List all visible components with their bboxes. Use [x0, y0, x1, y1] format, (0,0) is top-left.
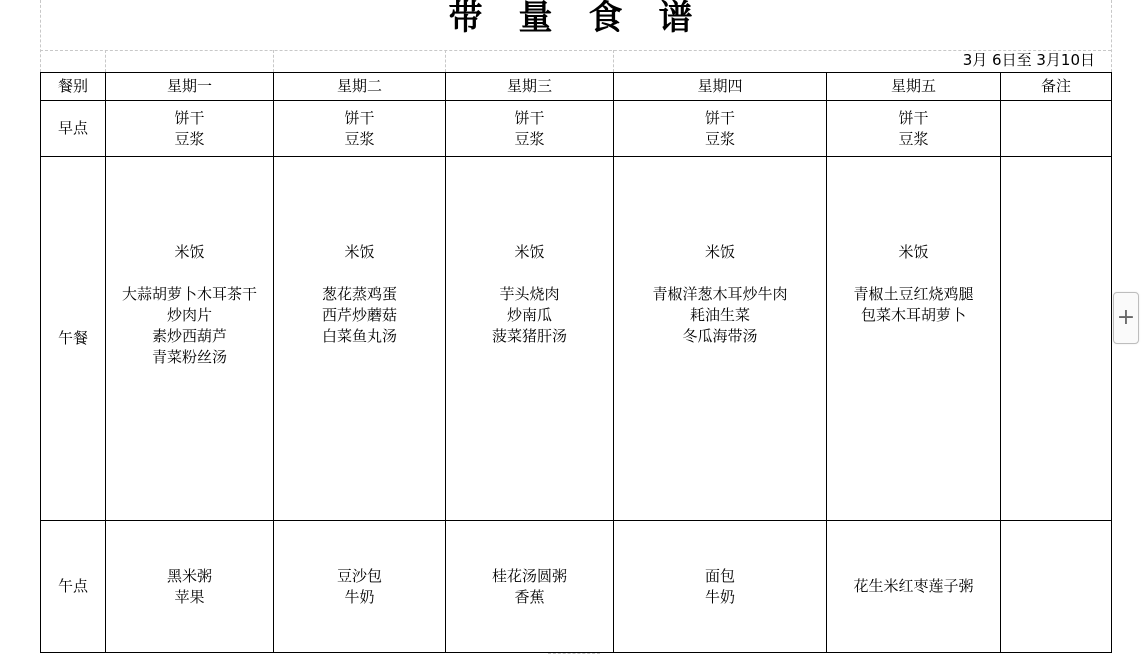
- menu-cell: [827, 521, 1001, 653]
- title-char: 量: [518, 0, 553, 38]
- dish: 香蕉: [514, 587, 545, 606]
- dish: 桂花汤圆粥: [491, 566, 567, 585]
- dish: 豆浆: [344, 129, 375, 148]
- dish: 青椒土豆红烧鸡腿: [853, 285, 974, 303]
- add-button[interactable]: +: [1113, 292, 1139, 344]
- grid-line: [105, 50, 106, 72]
- menu-cell: [446, 521, 614, 653]
- dish: 芋头烧肉: [499, 285, 560, 303]
- dish: 青菜粉丝汤: [151, 348, 227, 366]
- menu-cell: [274, 157, 446, 521]
- dish: 西芹炒蘑菇: [321, 306, 397, 324]
- dish: 豆浆: [174, 129, 205, 148]
- dish: 炒肉片: [166, 306, 212, 324]
- page-title: [0, 0, 1141, 36]
- dish: 素炒西葫芦: [151, 327, 227, 345]
- dish: 豆浆: [898, 129, 929, 148]
- notes-cell: [1001, 101, 1112, 157]
- grid-line: [273, 50, 274, 72]
- header-monday: 星期一: [106, 73, 274, 101]
- staple: 米饭: [704, 243, 735, 261]
- menu-cell: [614, 157, 827, 521]
- table-row: [41, 521, 1112, 653]
- menu-cell: [446, 157, 614, 521]
- menu-cell: [827, 157, 1001, 521]
- menu-cell: [106, 101, 274, 157]
- grid-line: [548, 653, 600, 654]
- staple: 米饭: [514, 243, 545, 261]
- dish: 大蒜胡萝卜木耳茶干: [121, 285, 257, 303]
- header-notes: 备注: [1001, 73, 1112, 101]
- menu-cell: [274, 521, 446, 653]
- menu-cell: [614, 521, 827, 653]
- dish: 冬瓜海带汤: [682, 327, 758, 345]
- header-row: [41, 73, 1112, 101]
- dish: 炒南瓜: [506, 306, 552, 324]
- title-char: 带: [448, 0, 483, 38]
- dish: 菠菜猪肝汤: [491, 327, 567, 345]
- dish: 饼干: [898, 108, 929, 127]
- menu-cell: [106, 521, 274, 653]
- date-range: 3月 6日至 3月10日: [962, 51, 1095, 69]
- meal-label: 午点: [41, 521, 106, 653]
- dish: 豆浆: [514, 129, 545, 148]
- dish: 黑米粥: [166, 566, 212, 585]
- header-wednesday: 星期三: [446, 73, 614, 101]
- meal-label: 午餐: [41, 157, 106, 521]
- menu-table: [40, 72, 1112, 653]
- dish: 牛奶: [704, 587, 735, 606]
- dish: 饼干: [344, 108, 375, 127]
- staple: 米饭: [898, 243, 929, 261]
- grid-line: [445, 50, 446, 72]
- dish: 饼干: [174, 108, 205, 127]
- dish: 青椒洋葱木耳炒牛肉: [652, 285, 788, 303]
- staple: 米饭: [174, 243, 205, 261]
- dish: 牛奶: [344, 587, 375, 606]
- table-row: [41, 157, 1112, 521]
- dish: 花生米红枣莲子粥: [853, 577, 974, 595]
- title-char: 食: [588, 0, 623, 38]
- header-thursday: 星期四: [614, 73, 827, 101]
- dish: 苹果: [174, 587, 205, 606]
- grid-line: [613, 50, 614, 72]
- notes-cell: [1001, 521, 1112, 653]
- dish: 葱花蒸鸡蛋: [321, 285, 397, 303]
- notes-cell: [1001, 157, 1112, 521]
- menu-cell: [614, 101, 827, 157]
- dish: 白菜鱼丸汤: [321, 327, 397, 345]
- menu-cell: [274, 101, 446, 157]
- menu-cell: [446, 101, 614, 157]
- dish: 豆沙包: [336, 566, 382, 585]
- header-friday: 星期五: [827, 73, 1001, 101]
- header-tuesday: 星期二: [274, 73, 446, 101]
- menu-cell: [106, 157, 274, 521]
- title-char: 谱: [658, 0, 693, 38]
- staple: 米饭: [344, 243, 375, 261]
- dish: 饼干: [704, 108, 735, 127]
- dish: 耗油生菜: [689, 306, 750, 324]
- table-row: [41, 101, 1112, 157]
- dish: 包菜木耳胡萝卜: [860, 306, 966, 324]
- menu-cell: [827, 101, 1001, 157]
- dish: 豆浆: [704, 129, 735, 148]
- meal-label: 早点: [41, 101, 106, 157]
- header-meal-type: 餐别: [41, 73, 106, 101]
- dish: 饼干: [514, 108, 545, 127]
- dish: 面包: [704, 566, 735, 585]
